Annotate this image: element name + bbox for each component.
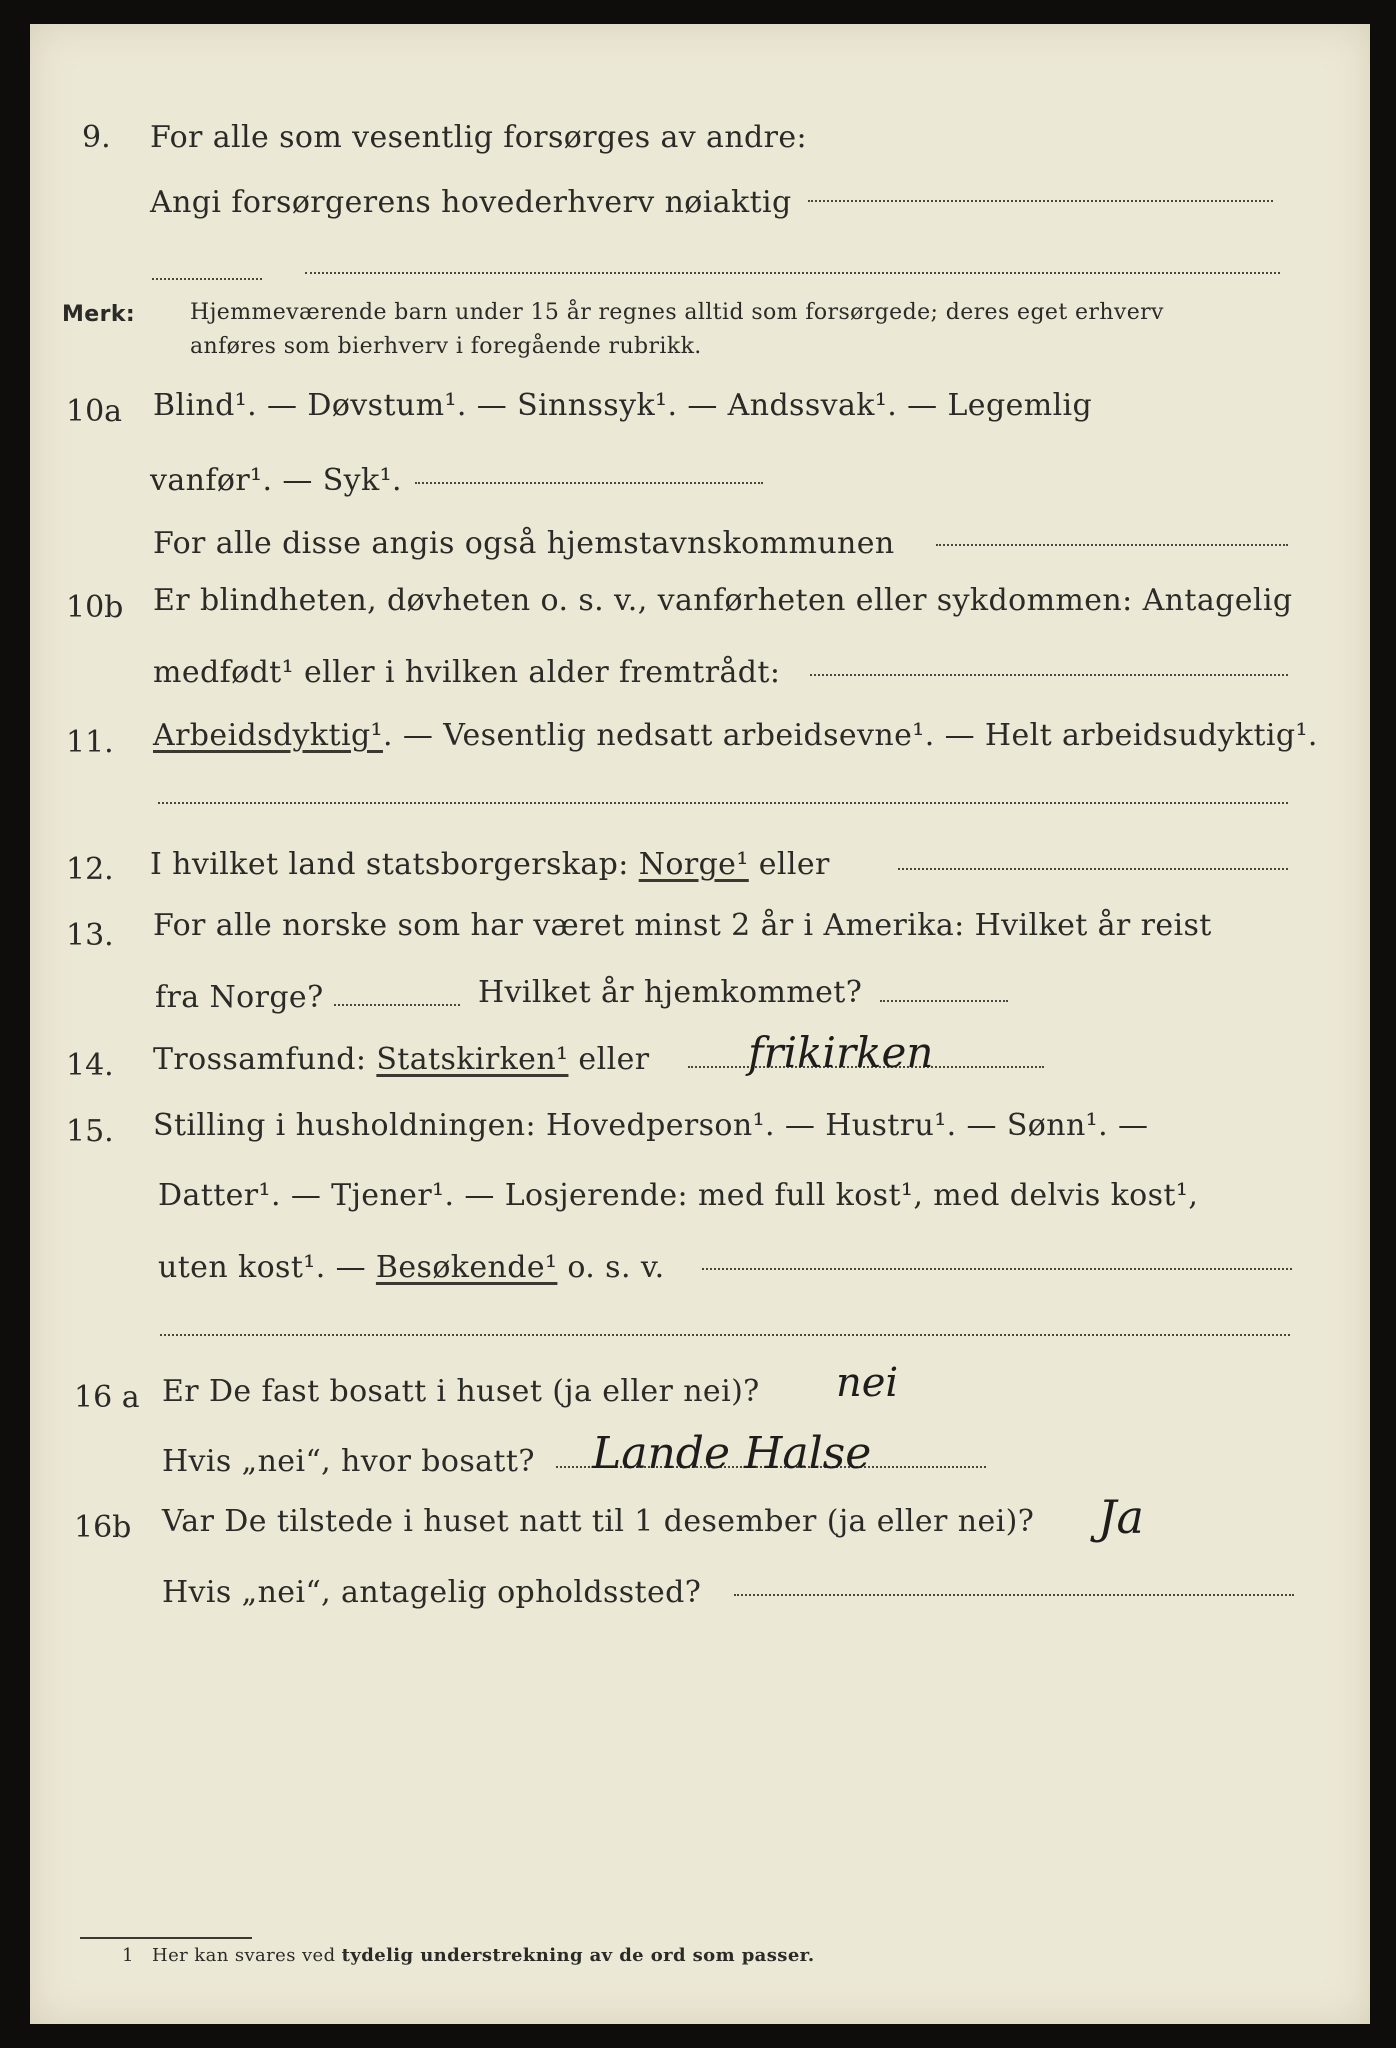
q13-hjemkommet-line: [880, 1000, 1008, 1002]
q15-answer-line: [702, 1268, 1292, 1270]
q15-underlined-answer: Besøkende¹: [375, 1250, 558, 1285]
q11-number: 11.: [66, 725, 114, 760]
q15-line2: Datter¹. — Tjener¹. — Losjerende: med full kost¹, med delvis kost¹,: [158, 1178, 1199, 1213]
q13-line1: For alle norske som har været minst 2 år i Amerika: Hvilket år reist: [153, 908, 1212, 943]
footnote-text-bold: tydelig understrekning av de ord som passer.: [341, 1945, 815, 1966]
q12-underlined-answer: Norge¹: [638, 847, 749, 882]
q13-reist-line: [334, 1004, 460, 1006]
q9-answer-line: [808, 200, 1273, 202]
q10a-kommune-line: [936, 544, 1288, 546]
q16b-line2: Hvis „nei“, antagelig opholdssted?: [162, 1575, 702, 1610]
q16a-handwritten-answer2: Lande Halse: [592, 1428, 872, 1479]
q15-line3a: uten kost¹. —: [158, 1250, 366, 1285]
q13-number: 13.: [66, 918, 114, 953]
q10a-line2: vanfør¹. — Syk¹.: [150, 463, 402, 498]
q15-answer-line-2: [160, 1334, 1290, 1336]
q10a-number: 10a: [66, 394, 123, 429]
q10b-line1: Er blindheten, døvheten o. s. v., vanførheten eller sykdommen: Antagelig: [153, 583, 1293, 618]
q16b-handwritten-answer1: Ja: [1098, 1490, 1144, 1544]
q9-answer-line-2b: [305, 272, 1280, 274]
q16a-line1: Er De fast bosatt i huset (ja eller nei)?: [162, 1374, 760, 1409]
q16b-opholdssted-line: [734, 1594, 1294, 1596]
q15-number: 15.: [66, 1114, 114, 1149]
q12-suffix: eller: [758, 847, 830, 882]
q16a-handwritten-answer1: nei: [836, 1360, 899, 1406]
q10a-line3: For alle disse angis også hjemstavnskommunen: [153, 526, 895, 561]
q9-line2: Angi forsørgerens hovederhverv nøiaktig: [150, 185, 792, 220]
q10b-line2: medfødt¹ eller i hvilken alder fremtrådt:: [153, 655, 781, 690]
q15-line3: [158, 1250, 665, 1285]
q15-line3b: o. s. v.: [567, 1250, 665, 1285]
q14-prefix: Trossamfund:: [153, 1042, 367, 1077]
q16a-line2: Hvis „nei“, hvor bosatt?: [162, 1444, 535, 1479]
q14-line: [153, 1042, 649, 1077]
footnote-text-plain: Her kan svares ved: [152, 1945, 336, 1966]
q11-underlined-answer: Arbeidsdyktig¹: [153, 718, 383, 753]
q11-line: [153, 718, 1318, 753]
footnote-text: [152, 1945, 815, 1966]
q12-number: 12.: [66, 852, 114, 887]
q9-answer-line-2a: [152, 278, 262, 280]
q12-line: [150, 847, 830, 882]
q16a-number: 16 a: [74, 1380, 140, 1415]
q10a-answer-line: [415, 482, 763, 484]
merk-line2: anføres som bierhverv i foregående rubrikk.: [190, 334, 702, 359]
q14-handwritten-answer: frikirken: [748, 1028, 934, 1077]
q15-line1: Stilling i husholdningen: Hovedperson¹. — Hustru¹. — Sønn¹. —: [153, 1108, 1149, 1143]
q14-number: 14.: [66, 1048, 114, 1083]
merk-label: Merk:: [62, 302, 136, 327]
footnote-mark: 1: [122, 1945, 134, 1966]
q16b-line1: Var De tilstede i huset natt til 1 desember (ja eller nei)?: [162, 1504, 1035, 1539]
footnote-rule: [80, 1937, 252, 1939]
q10b-number: 10b: [66, 590, 124, 625]
q10a-line1: Blind¹. — Døvstum¹. — Sinnssyk¹. — Andssvak¹. — Legemlig: [153, 388, 1093, 423]
q10b-answer-line: [810, 674, 1288, 676]
q13-line2a: fra Norge?: [155, 980, 324, 1015]
merk-line1: Hjemmeværende barn under 15 år regnes alltid som forsørgede; deres eget erhverv: [190, 300, 1164, 325]
q11-rest: . — Vesentlig nedsatt arbeidsevne¹. — Helt arbeidsudyktig¹.: [382, 718, 1318, 753]
q12-prefix: I hvilket land statsborgerskap:: [150, 847, 629, 882]
q16b-number: 16b: [74, 1510, 132, 1545]
q12-answer-line: [898, 868, 1288, 870]
q13-line2b: Hvilket år hjemkommet?: [478, 975, 863, 1010]
q9-line1: For alle som vesentlig forsørges av andre:: [150, 120, 808, 155]
q14-underlined-answer: Statskirken¹: [376, 1042, 569, 1077]
q9-number: 9.: [82, 120, 111, 155]
q11-answer-line: [158, 802, 1288, 804]
q14-suffix: eller: [578, 1042, 650, 1077]
